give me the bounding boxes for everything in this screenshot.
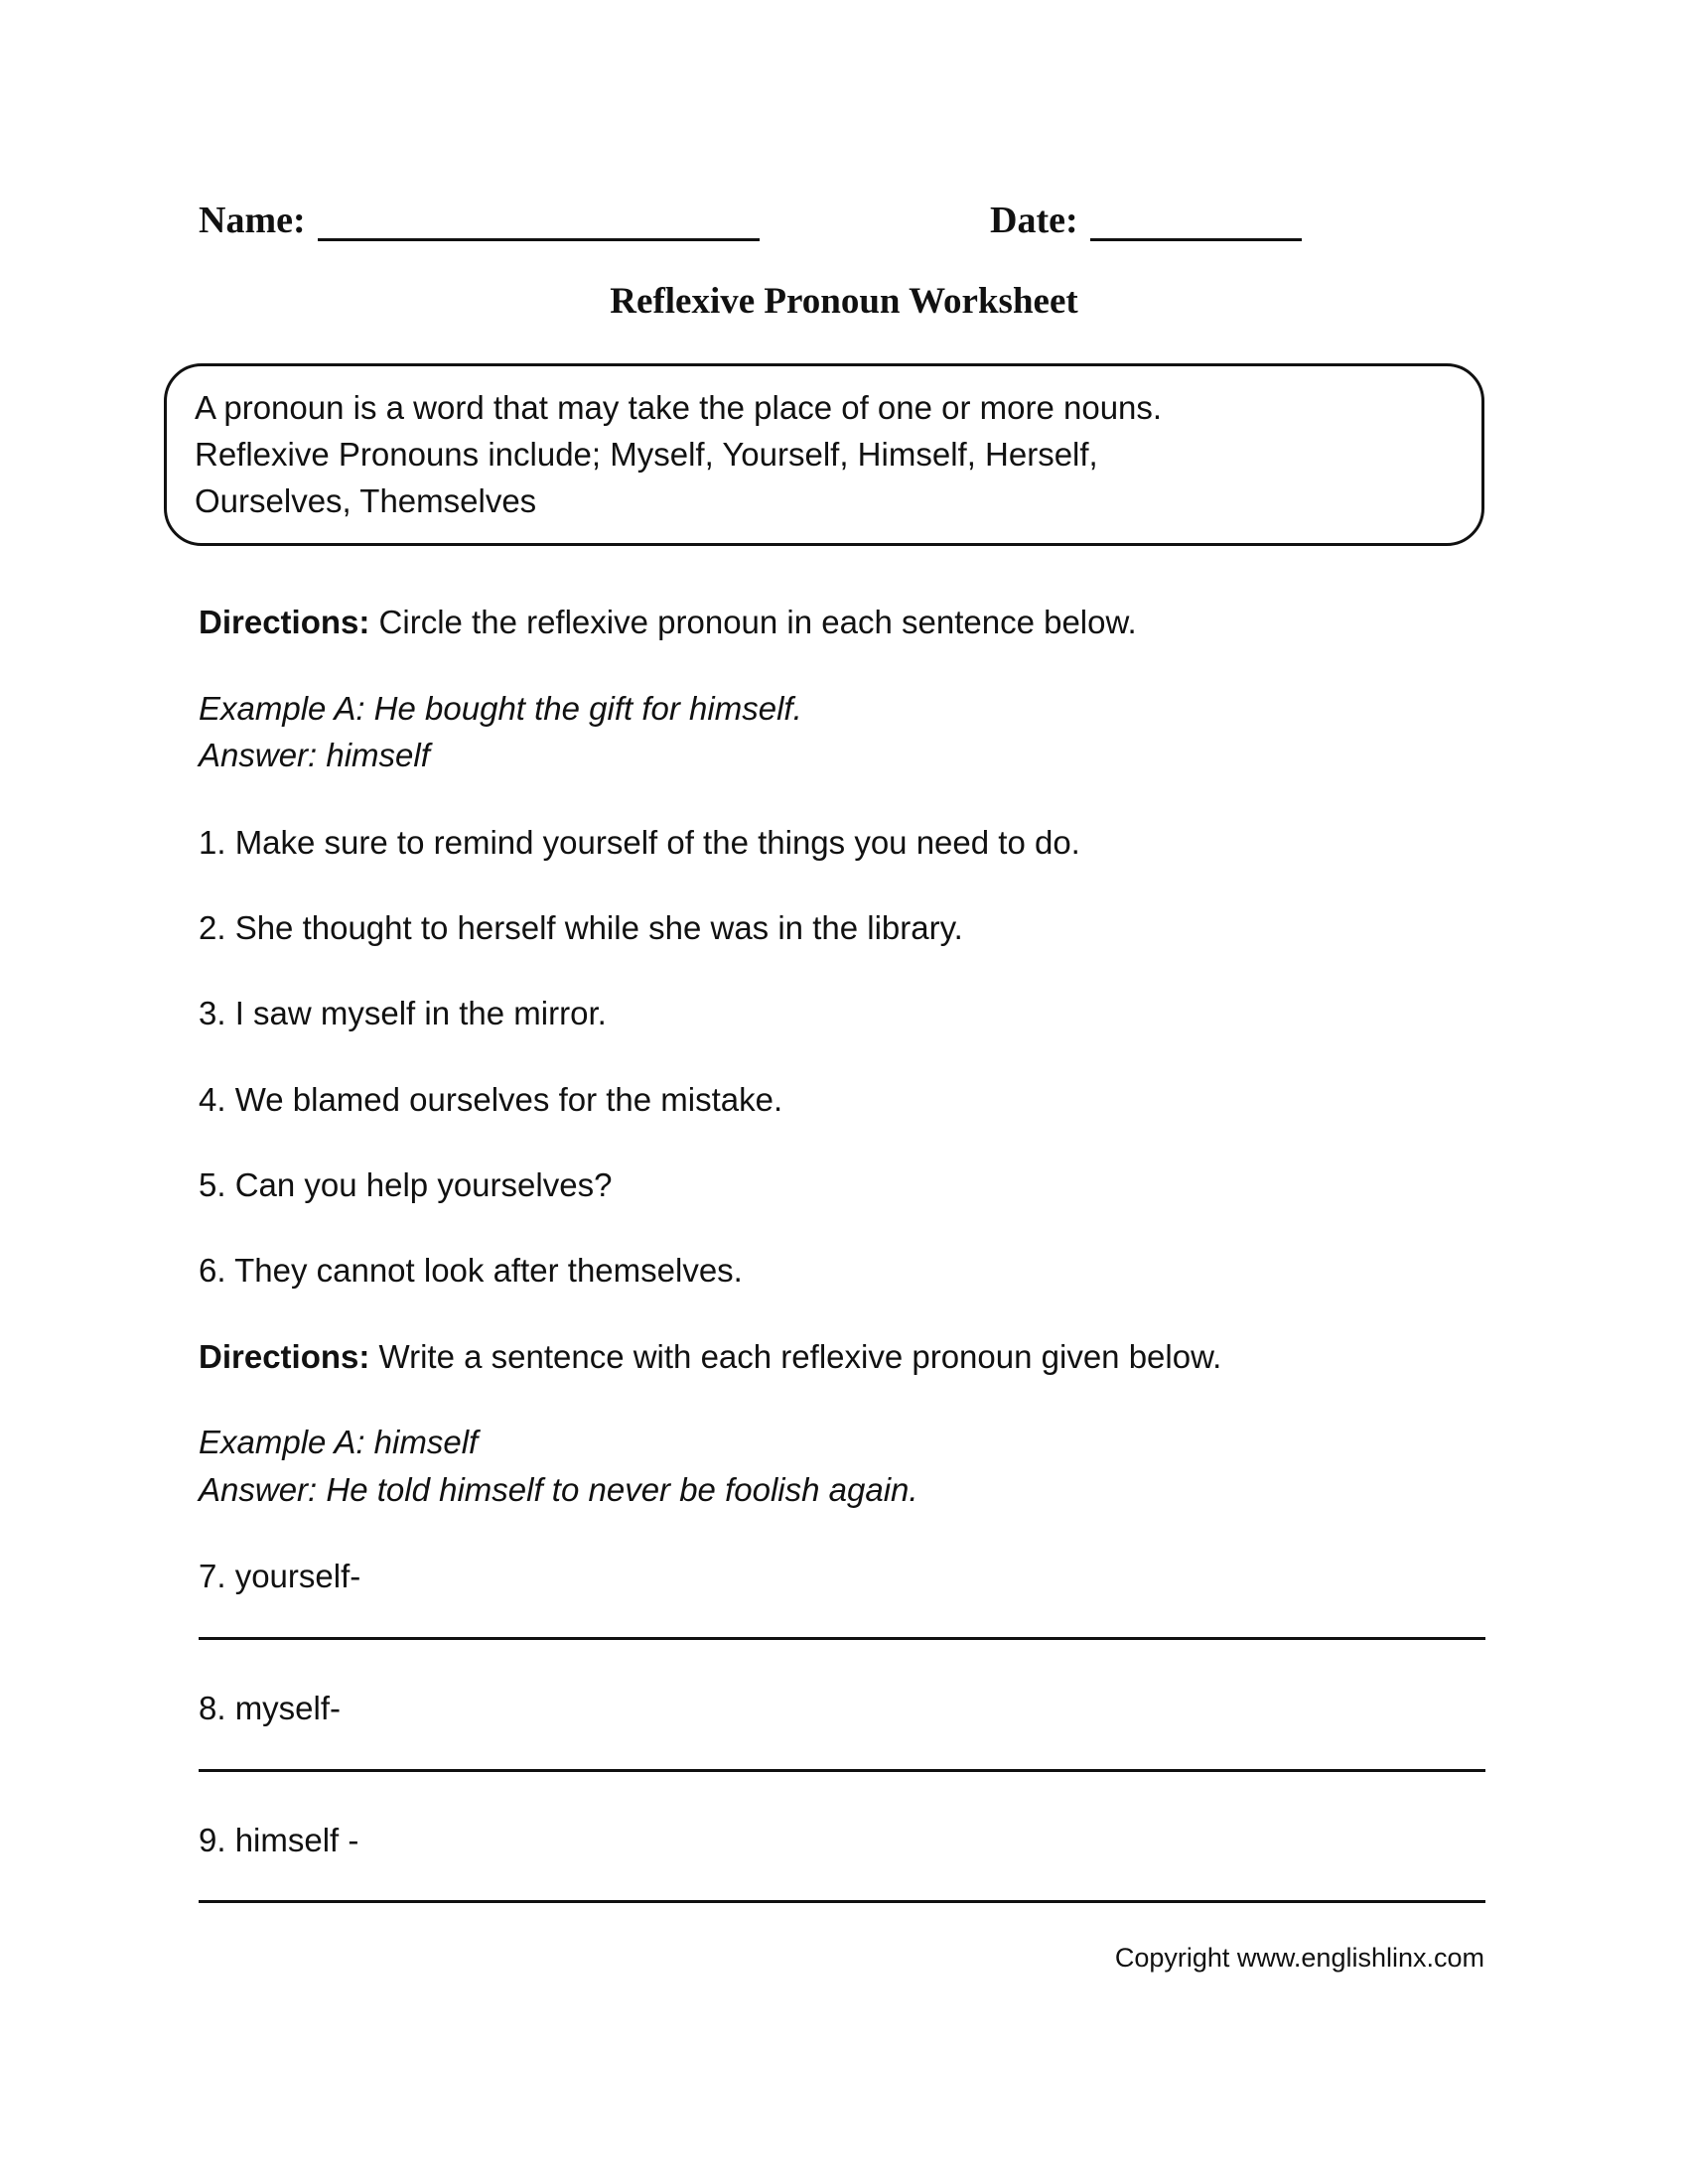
question-2: 2. She thought to herself while she was in the library. <box>199 909 963 946</box>
example-a-circle: Example A: He bought the gift for himself. <box>199 690 802 727</box>
definition-line-1: A pronoun is a word that may take the place of one or more nouns. <box>195 389 1163 426</box>
question-3: 3. I saw myself in the mirror. <box>199 995 607 1031</box>
answer-a-circle: Answer: himself <box>199 737 430 773</box>
question-4: 4. We blamed ourselves for the mistake. <box>199 1081 783 1118</box>
question-6: 6. They cannot look after themselves. <box>199 1252 743 1289</box>
date-field-line[interactable] <box>1090 238 1302 241</box>
directions-label: Directions: <box>199 604 370 640</box>
date-label: Date: <box>990 200 1078 241</box>
answer-line-9[interactable] <box>199 1900 1485 1903</box>
directions-text: Circle the reflexive pronoun in each sentence below. <box>369 604 1137 640</box>
answer-line-8[interactable] <box>199 1769 1485 1772</box>
copyright-text: Copyright www.englishlinx.com <box>1114 1943 1484 1973</box>
question-7: 7. yourself- <box>199 1558 361 1594</box>
definition-line-3: Ourselves, Themselves <box>195 482 537 519</box>
answer-a-write: Answer: He told himself to never be foolish again. <box>199 1471 918 1508</box>
page-title: Reflexive Pronoun Worksheet <box>610 281 1078 322</box>
name-label: Name: <box>199 200 306 241</box>
name-field-line[interactable] <box>318 238 760 241</box>
definition-line-2: Reflexive Pronouns include; Myself, Yourself, Himself, Herself, <box>195 436 1098 473</box>
answer-line-7[interactable] <box>199 1637 1485 1640</box>
question-5: 5. Can you help yourselves? <box>199 1166 613 1203</box>
directions-circle <box>199 603 1137 642</box>
question-8: 8. myself- <box>199 1690 342 1726</box>
question-1: 1. Make sure to remind yourself of the things you need to do. <box>199 824 1080 861</box>
example-a-write: Example A: himself <box>199 1424 479 1460</box>
question-9: 9. himself - <box>199 1822 359 1858</box>
directions-label: Directions: <box>199 1338 370 1375</box>
directions-text: Write a sentence with each reflexive pronoun given below. <box>369 1338 1222 1375</box>
directions-write <box>199 1337 1221 1377</box>
